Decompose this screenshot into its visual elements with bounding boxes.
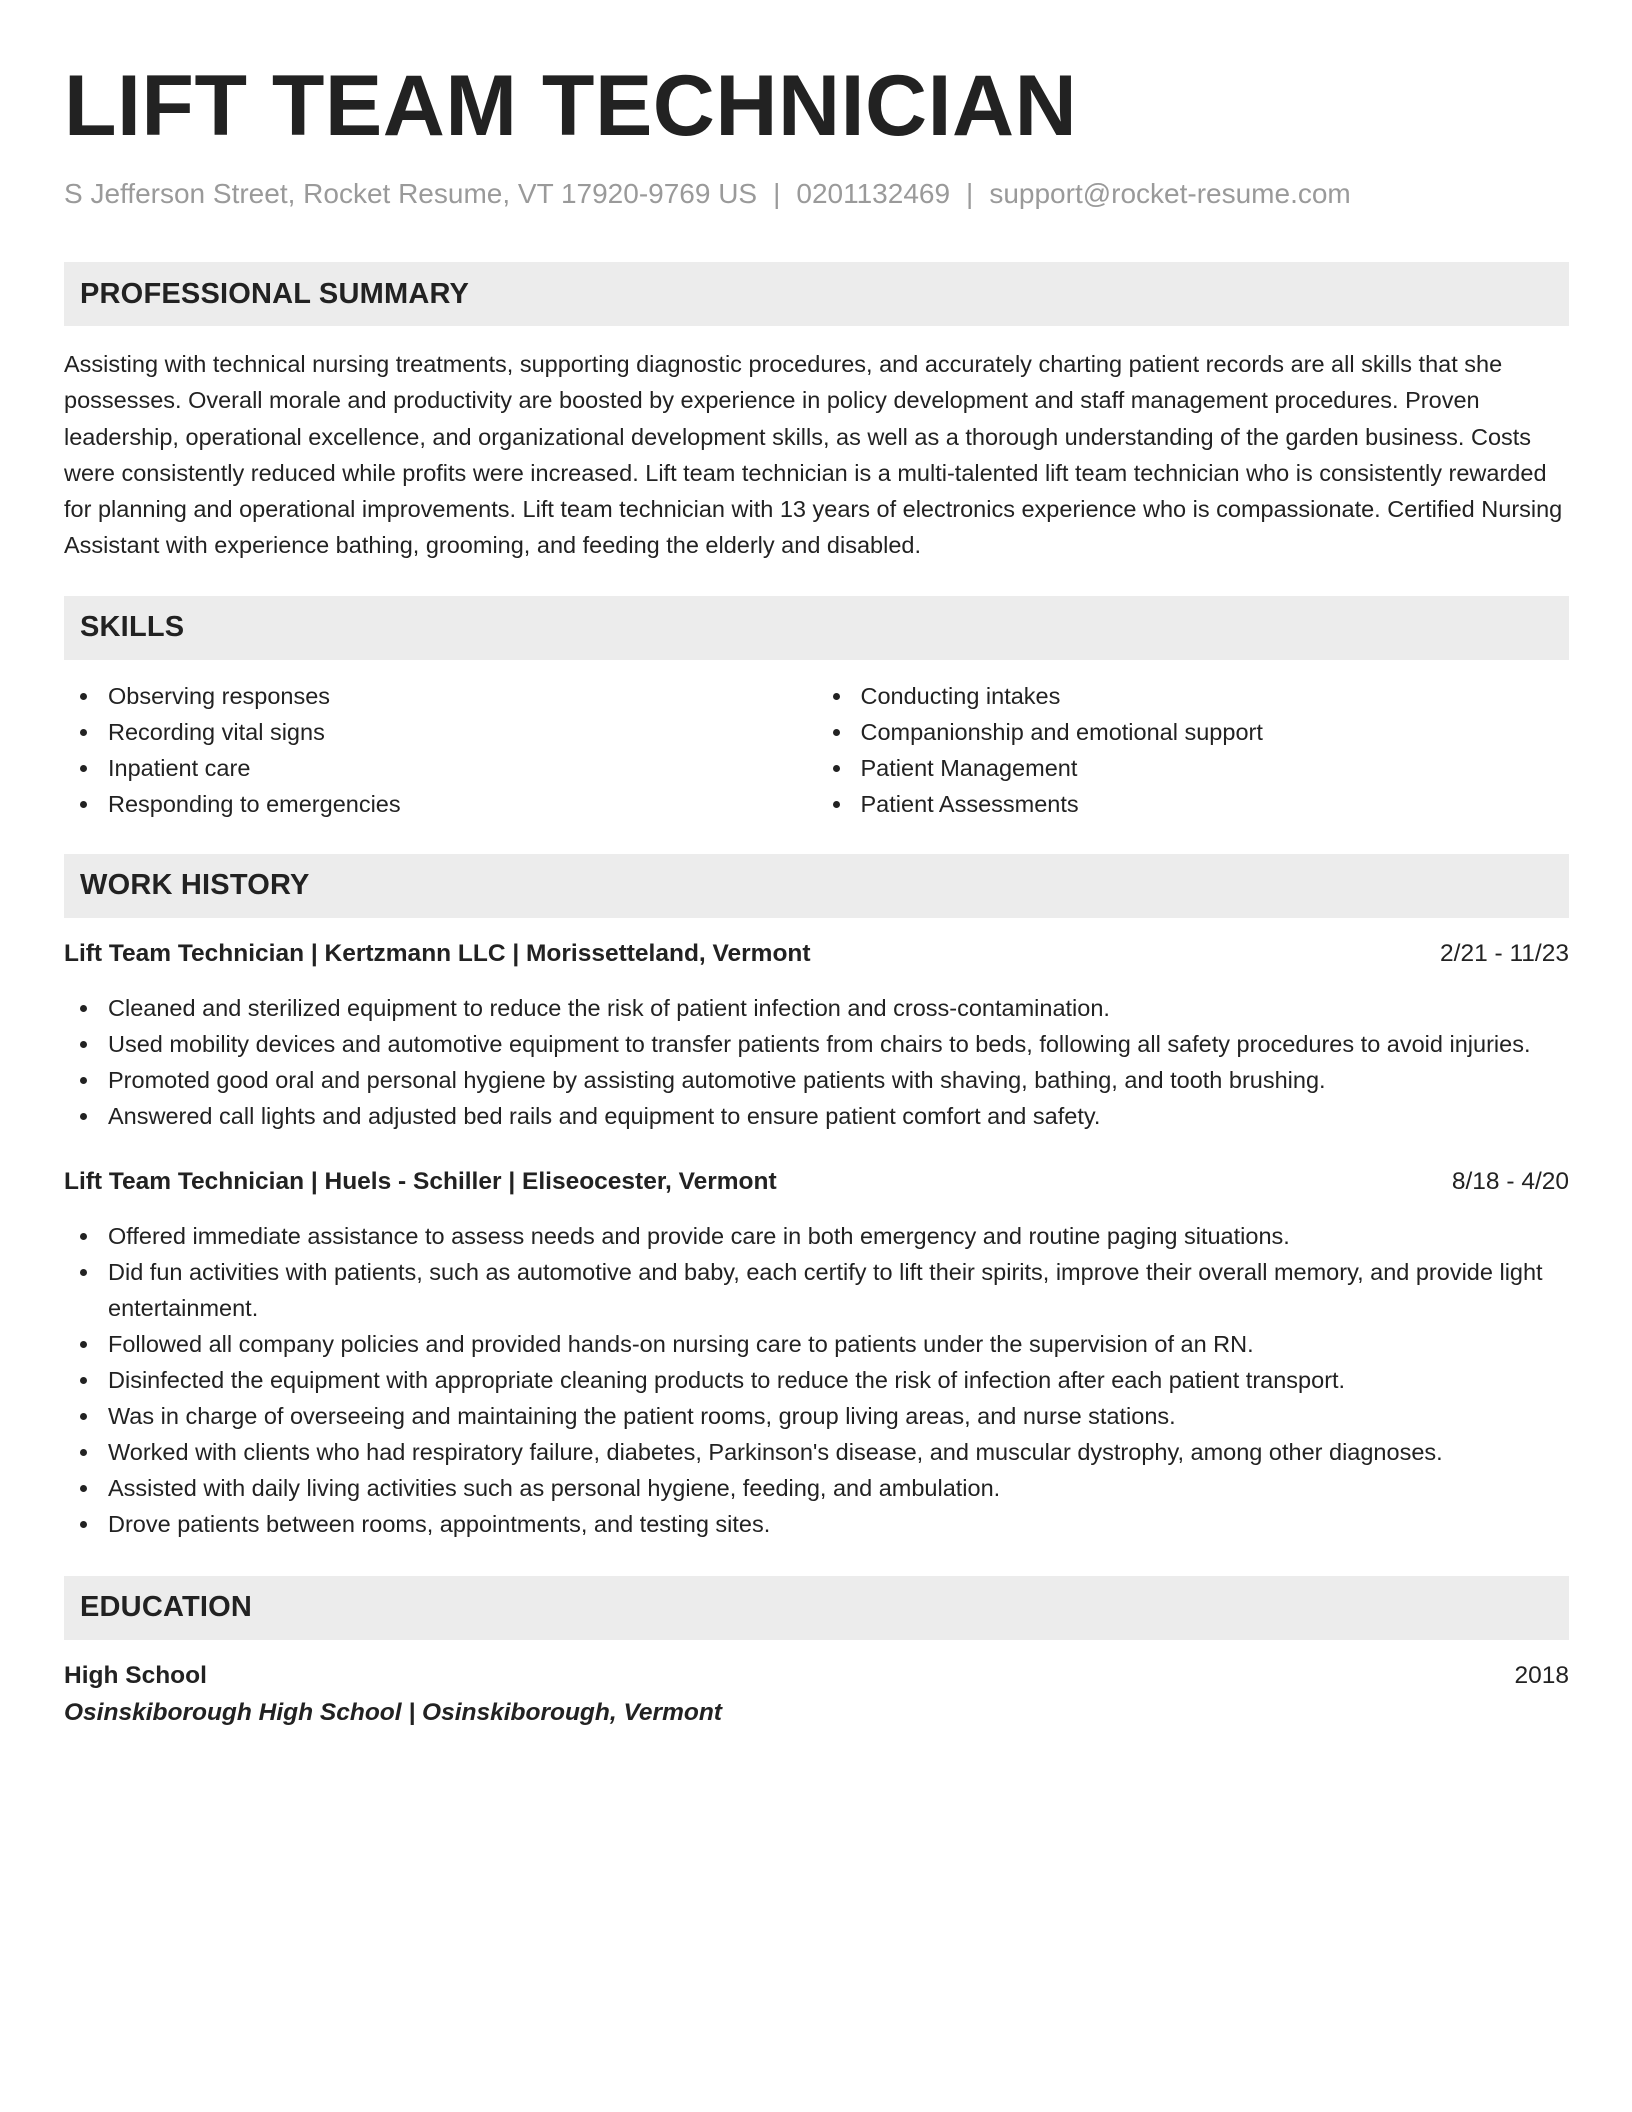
job-title: Lift Team Technician | Huels - Schiller | Eliseocester, Vermont (64, 1167, 777, 1195)
education-row (64, 1658, 1569, 1694)
education-degree: High School (64, 1661, 207, 1689)
skill-item: Companionship and emotional support (817, 714, 1570, 750)
job-title-row (64, 936, 1569, 972)
section-header-education: EDUCATION (64, 1576, 1569, 1640)
job-bullet: Did fun activities with patients, such as automotive and baby, each certify to lift their spirits, improve their overall memory, and provide light entertainment. (64, 1254, 1569, 1326)
job-bullet: Drove patients between rooms, appointments, and testing sites. (64, 1506, 1569, 1542)
skills-column-right (817, 678, 1570, 822)
job-bullet: Assisted with daily living activities such as personal hygiene, feeding, and ambulation. (64, 1470, 1569, 1506)
skill-item: Conducting intakes (817, 678, 1570, 714)
job-bullet: Followed all company policies and provided hands-on nursing care to patients under the supervision of an RN. (64, 1326, 1569, 1362)
candidate-name: LIFT TEAM TECHNICIAN (64, 58, 1078, 154)
job-entry (64, 936, 1569, 1134)
skill-item: Inpatient care (64, 750, 817, 786)
job-bullet: Was in charge of overseeing and maintaining the patient rooms, group living areas, and nurse stations. (64, 1398, 1569, 1434)
skill-item: Patient Assessments (817, 786, 1570, 822)
skills-list (64, 678, 1569, 822)
skill-item: Responding to emergencies (64, 786, 817, 822)
job-bullet: Answered call lights and adjusted bed rails and equipment to ensure patient comfort and safety. (64, 1098, 1569, 1134)
job-bullet: Disinfected the equipment with appropriate cleaning products to reduce the risk of infection after each patient transport. (64, 1362, 1569, 1398)
job-title: Lift Team Technician | Kertzmann LLC | Morissetteland, Vermont (64, 939, 811, 967)
job-bullet: Used mobility devices and automotive equipment to transfer patients from chairs to beds, following all safety procedures to avoid injuries. (64, 1026, 1569, 1062)
education-school: Osinskiborough High School | Osinskiborough, Vermont (64, 1698, 722, 1726)
contact-phone: 0201132469 (796, 178, 951, 209)
job-dates: 8/18 - 4/20 (1451, 1167, 1569, 1195)
section-header-summary: PROFESSIONAL SUMMARY (64, 262, 1569, 326)
section-header-skills: SKILLS (64, 596, 1569, 660)
job-bullet: Worked with clients who had respiratory failure, diabetes, Parkinson's disease, and muscular dystrophy, among other diagnoses. (64, 1434, 1569, 1470)
job-bullet: Offered immediate assistance to assess needs and provide care in both emergency and routine paging situations. (64, 1218, 1569, 1254)
contact-line (64, 176, 1569, 212)
section-header-work-history: WORK HISTORY (64, 854, 1569, 918)
contact-separator: | (966, 178, 974, 209)
job-entry (64, 1164, 1569, 1542)
job-bullet: Cleaned and sterilized equipment to reduce the risk of patient infection and cross-contamination. (64, 990, 1569, 1026)
skill-item: Patient Management (817, 750, 1570, 786)
job-dates: 2/21 - 11/23 (1440, 939, 1569, 967)
education-year: 2018 (1514, 1661, 1569, 1689)
skill-item: Observing responses (64, 678, 817, 714)
job-bullets (64, 1218, 1569, 1542)
summary-text: Assisting with technical nursing treatments, supporting diagnostic procedures, and accurately charting patient records are all skills that she possesses. Overall morale and productivity are boosted by experience in policy development and staff management procedures. Proven leadership, operational excellence, and organizational development skills, as well as a thorough understanding of the garden business. Costs were consistently reduced while profits were increased. Lift team technician is a multi-talented lift team technician who is consistently rewarded for planning and operational improvements. Lift team technician with 13 years of electronics experience who is compassionate. Certified Nursing Assistant with experience bathing, grooming, and feeding the elderly and disabled. (64, 351, 1563, 559)
job-bullet: Promoted good oral and personal hygiene by assisting automotive patients with shaving, bathing, and tooth brushing. (64, 1062, 1569, 1098)
skills-column-left (64, 678, 817, 822)
contact-separator: | (773, 178, 781, 209)
contact-address: S Jefferson Street, Rocket Resume, VT 17920-9769 US (64, 178, 758, 209)
contact-email: support@rocket-resume.com (989, 178, 1351, 209)
job-title-row (64, 1164, 1569, 1200)
skill-item: Recording vital signs (64, 714, 817, 750)
job-bullets (64, 990, 1569, 1134)
